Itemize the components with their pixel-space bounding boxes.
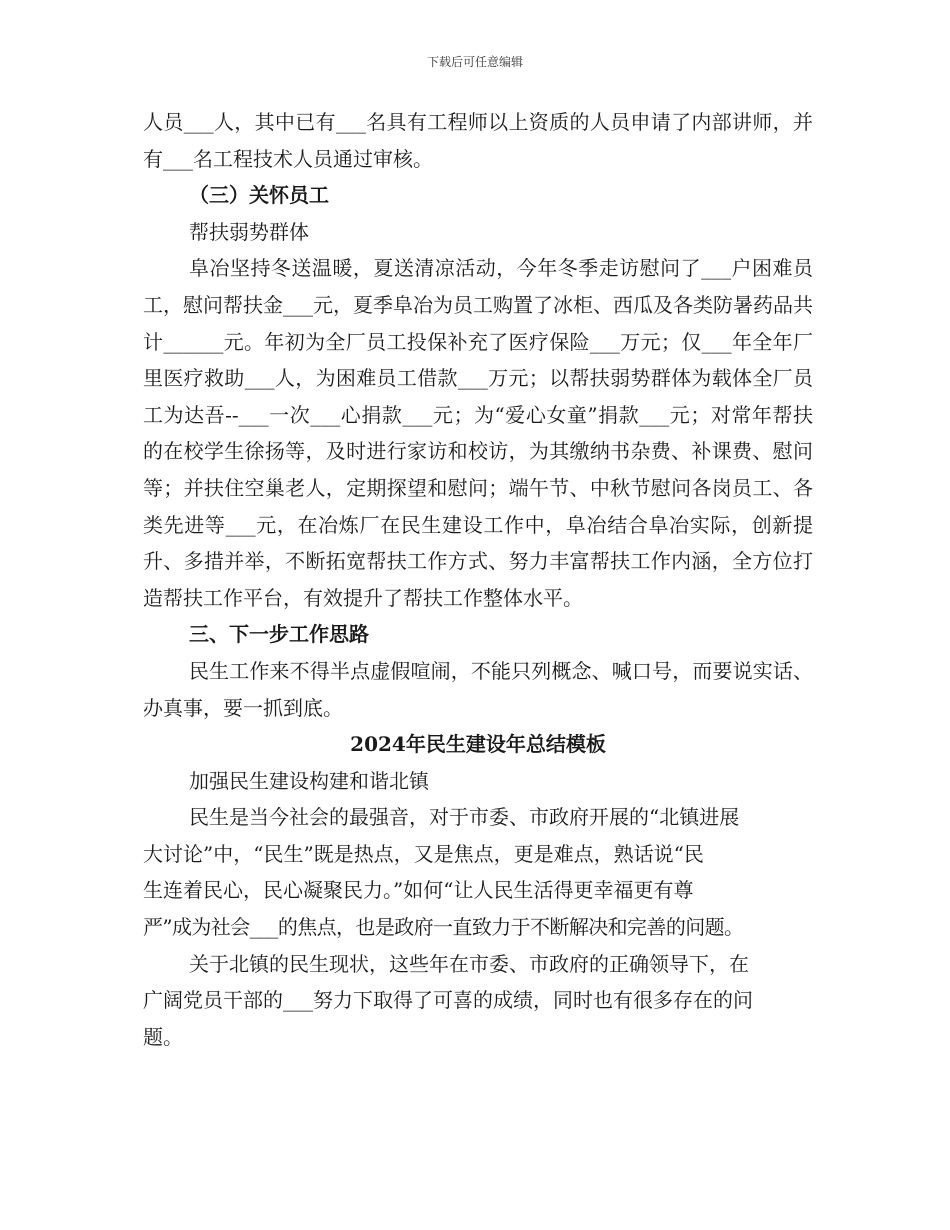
text-line: 关于北镇的民生现状，这些年在市委、市政府的正确领导下，在 xyxy=(189,951,749,976)
paragraph xyxy=(143,799,813,945)
section-heading: 三、下一步工作思路 xyxy=(189,622,369,647)
paragraph: 人员___人，其中已有___名具有工程师以上资质的人员申请了内部讲师，并有___名工程技术人员通过审核。 xyxy=(143,110,813,171)
text-line: 大讨论”中，“民生”既是热点，又是焦点，更是难点，熟话说“民 xyxy=(143,841,704,866)
text-line: 广阔党员干部的___努力下取得了可喜的成绩，同时也有很多存在的问 xyxy=(143,988,753,1013)
text-line: 严”成为社会___的焦点，也是政府一直致力于不断解决和完善的问题。 xyxy=(143,915,744,940)
paragraph: 加强民生建设构建和谐北镇 xyxy=(189,768,429,793)
document-title: 2024年民生建设年总结模板 xyxy=(350,732,606,757)
text-line: 民生是当今社会的最强音，对于市委、市政府开展的“北镇进展 xyxy=(189,805,740,830)
paragraph: 阜冶坚持冬送温暖，夏送清凉活动，今年冬季走访慰问了___户困难员工，慰问帮扶金___元，夏季阜冶为员工购置了冰柜、西瓜及各类防暑药品共计______元。年初为全厂员工投保补充了医疗保险___万元；仅___年全年厂里医疗救助___人，为困难员工借款___万元；以帮扶弱势群体为载体全厂员工为达吾--___一次___心捐款___元；为“爱心女童”捐款___元；对常年帮扶的在校学生徐扬等，及时进行家访和校访，为其缴纳书杂费、补课费、慰问等；并扶住空巢老人，定期探望和慰问；端午节、中秋节慰问各岗员工、各类先进等___元，在冶炼厂在民生建设工作中，阜冶结合阜冶实际，创新提升、多措并举，不断拓宽帮扶工作方式、努力丰富帮扶工作内涵，全方位打造帮扶工作平台，有效提升了帮扶工作整体水平。 xyxy=(143,256,813,610)
page-header: 下载后可任意编辑 xyxy=(426,55,523,69)
text-line: 生连着民心，民心凝聚民力。”如何“让人民生活得更幸福更有尊 xyxy=(143,878,694,903)
paragraph xyxy=(143,946,813,1056)
section-heading: （三）关怀员工 xyxy=(189,183,329,208)
document-body xyxy=(143,104,813,1055)
text-line: 题。 xyxy=(143,1024,183,1049)
paragraph: 帮扶弱势群体 xyxy=(189,219,309,244)
paragraph: 民生工作来不得半点虚假喧闹，不能只列概念、喊口号，而要说实话、办真事，要一抓到底。 xyxy=(143,658,813,720)
